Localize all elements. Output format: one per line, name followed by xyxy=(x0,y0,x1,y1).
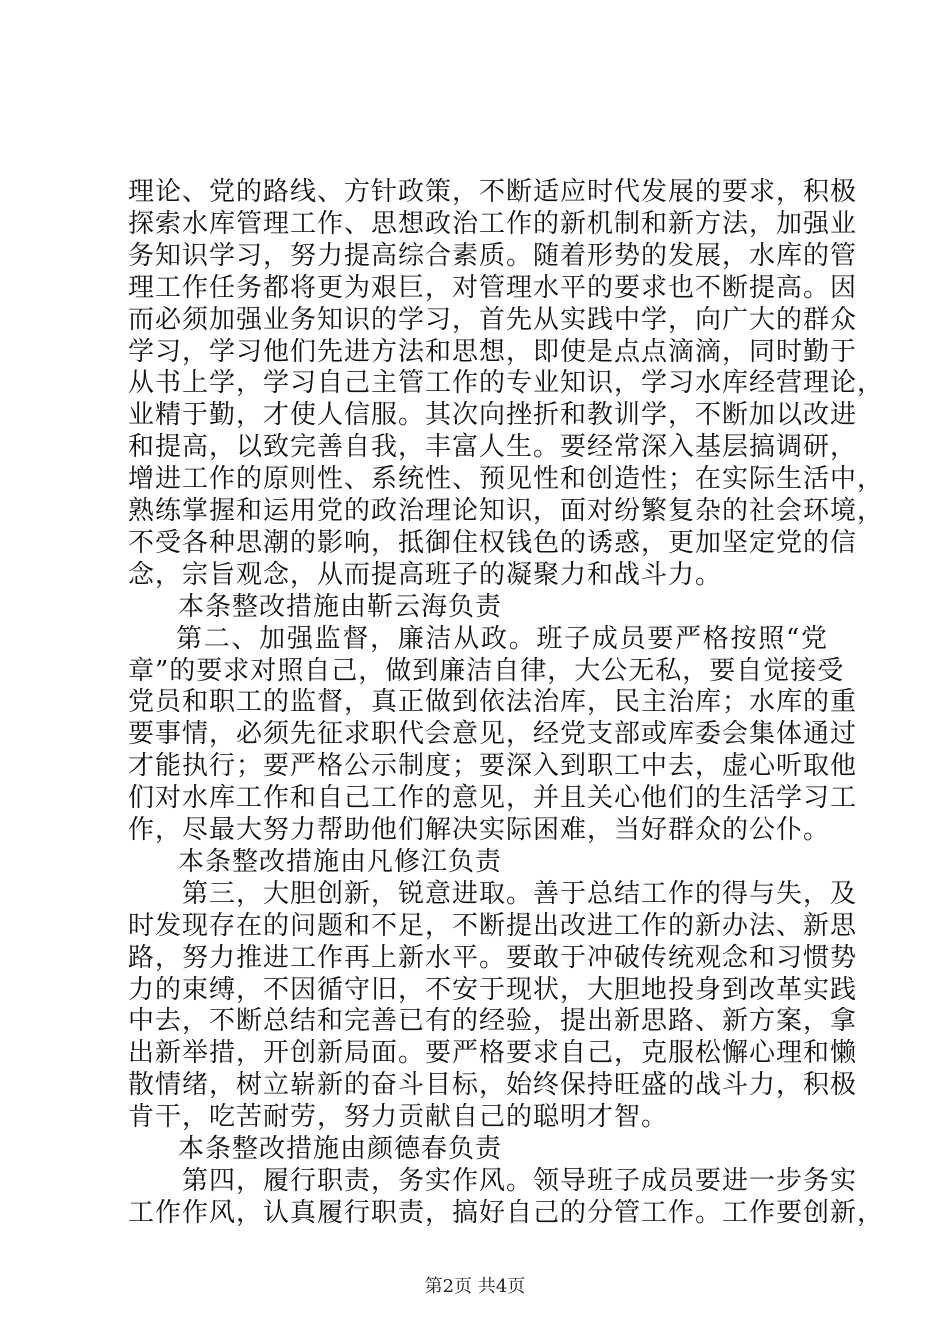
text-line: 中去，不断总结和完善已有的经验，提出新思路、新方案，拿 xyxy=(128,1006,858,1036)
text-line: 作，尽最大努力帮助他们解决实际困难，当好群众的公仆。 xyxy=(128,815,831,845)
text-line: 探索水库管理工作、思想政治工作的新机制和新方法，加强业 xyxy=(128,209,858,239)
text-line: 增进工作的原则性、系统性、预见性和创造性；在实际生活中， xyxy=(128,464,885,494)
text-line: 力的束缚，不因循守旧，不安于现状，大胆地投身到改革实践 xyxy=(128,975,858,1005)
responsible-note: 本条整改措施由靳云海负责 xyxy=(178,592,503,622)
text-line: 章”的要求对照自己，做到廉洁自律，大公无私，要自觉接受 xyxy=(128,656,845,686)
responsible-note: 本条整改措施由颜德春负责 xyxy=(178,1134,503,1164)
section-heading-line: 第三，大胆创新，锐意进取。善于总结工作的得与失，及 xyxy=(182,879,858,909)
section-heading-line: 第四，履行职责，务实作风。领导班子成员要进一步务实 xyxy=(182,1166,858,1196)
text-line: 理论、党的路线、方针政策，不断适应时代发展的要求，积极 xyxy=(128,177,858,207)
text-line: 务知识学习，努力提高综合素质。随着形势的发展，水库的管 xyxy=(128,241,858,271)
text-line: 时发现存在的问题和不足，不断提出改进工作的新办法、新思 xyxy=(128,911,858,941)
text-line: 出新举措，开创新局面。要严格要求自己，克服松懈心理和懒 xyxy=(128,1038,858,1068)
text-line: 念，宗旨观念，从而提高班子的凝聚力和战斗力。 xyxy=(128,560,723,590)
section-heading-line: 第二、加强监督，廉洁从政。班子成员要严格按照“党 xyxy=(176,624,828,654)
text-line: 理工作任务都将更为艰巨，对管理水平的要求也不断提高。因 xyxy=(128,273,858,303)
text-line: 党员和职工的监督，真正做到依法治库，民主治库；水库的重 xyxy=(128,687,858,717)
text-line: 熟练掌握和运用党的政治理论知识，面对纷繁复杂的社会环境， xyxy=(128,496,885,526)
responsible-note: 本条整改措施由凡修江负责 xyxy=(178,847,503,877)
text-line: 学习，学习他们先进方法和思想，即使是点点滴滴，同时勤于 xyxy=(128,337,858,367)
text-line: 路，努力推进工作再上新水平。要敢于冲破传统观念和习惯势 xyxy=(128,943,858,973)
text-line: 要事情，必须先征求职代会意见，经党支部或库委会集体通过 xyxy=(128,719,858,749)
text-line: 们对水库工作和自己工作的意见，并且关心他们的生活学习工 xyxy=(128,783,858,813)
text-line: 不受各种思潮的影响，抵御住权钱色的诱惑，更加坚定党的信 xyxy=(128,528,858,558)
text-line: 从书上学，学习自己主管工作的专业知识，学习水库经营理论， xyxy=(128,368,885,398)
text-line: 散情绪，树立崭新的奋斗目标，始终保持旺盛的战斗力，积极 xyxy=(128,1070,858,1100)
text-line: 才能执行；要严格公示制度；要深入到职工中去，虚心听取他 xyxy=(128,751,858,781)
text-line: 而必须加强业务知识的学习，首先从实践中学，向广大的群众 xyxy=(128,305,858,335)
text-line: 工作作风，认真履行职责，搞好自己的分管工作。工作要创新， xyxy=(128,1198,885,1228)
text-line: 和提高，以致完善自我，丰富人生。要经常深入基层搞调研， xyxy=(128,432,858,462)
text-line: 业精于勤，才使人信服。其次向挫折和教训学，不断加以改进 xyxy=(128,400,858,430)
text-line: 肯干，吃苦耐劳，努力贡献自己的聪明才智。 xyxy=(128,1102,669,1132)
page-footer: 第2页 共4页 xyxy=(424,1276,526,1297)
